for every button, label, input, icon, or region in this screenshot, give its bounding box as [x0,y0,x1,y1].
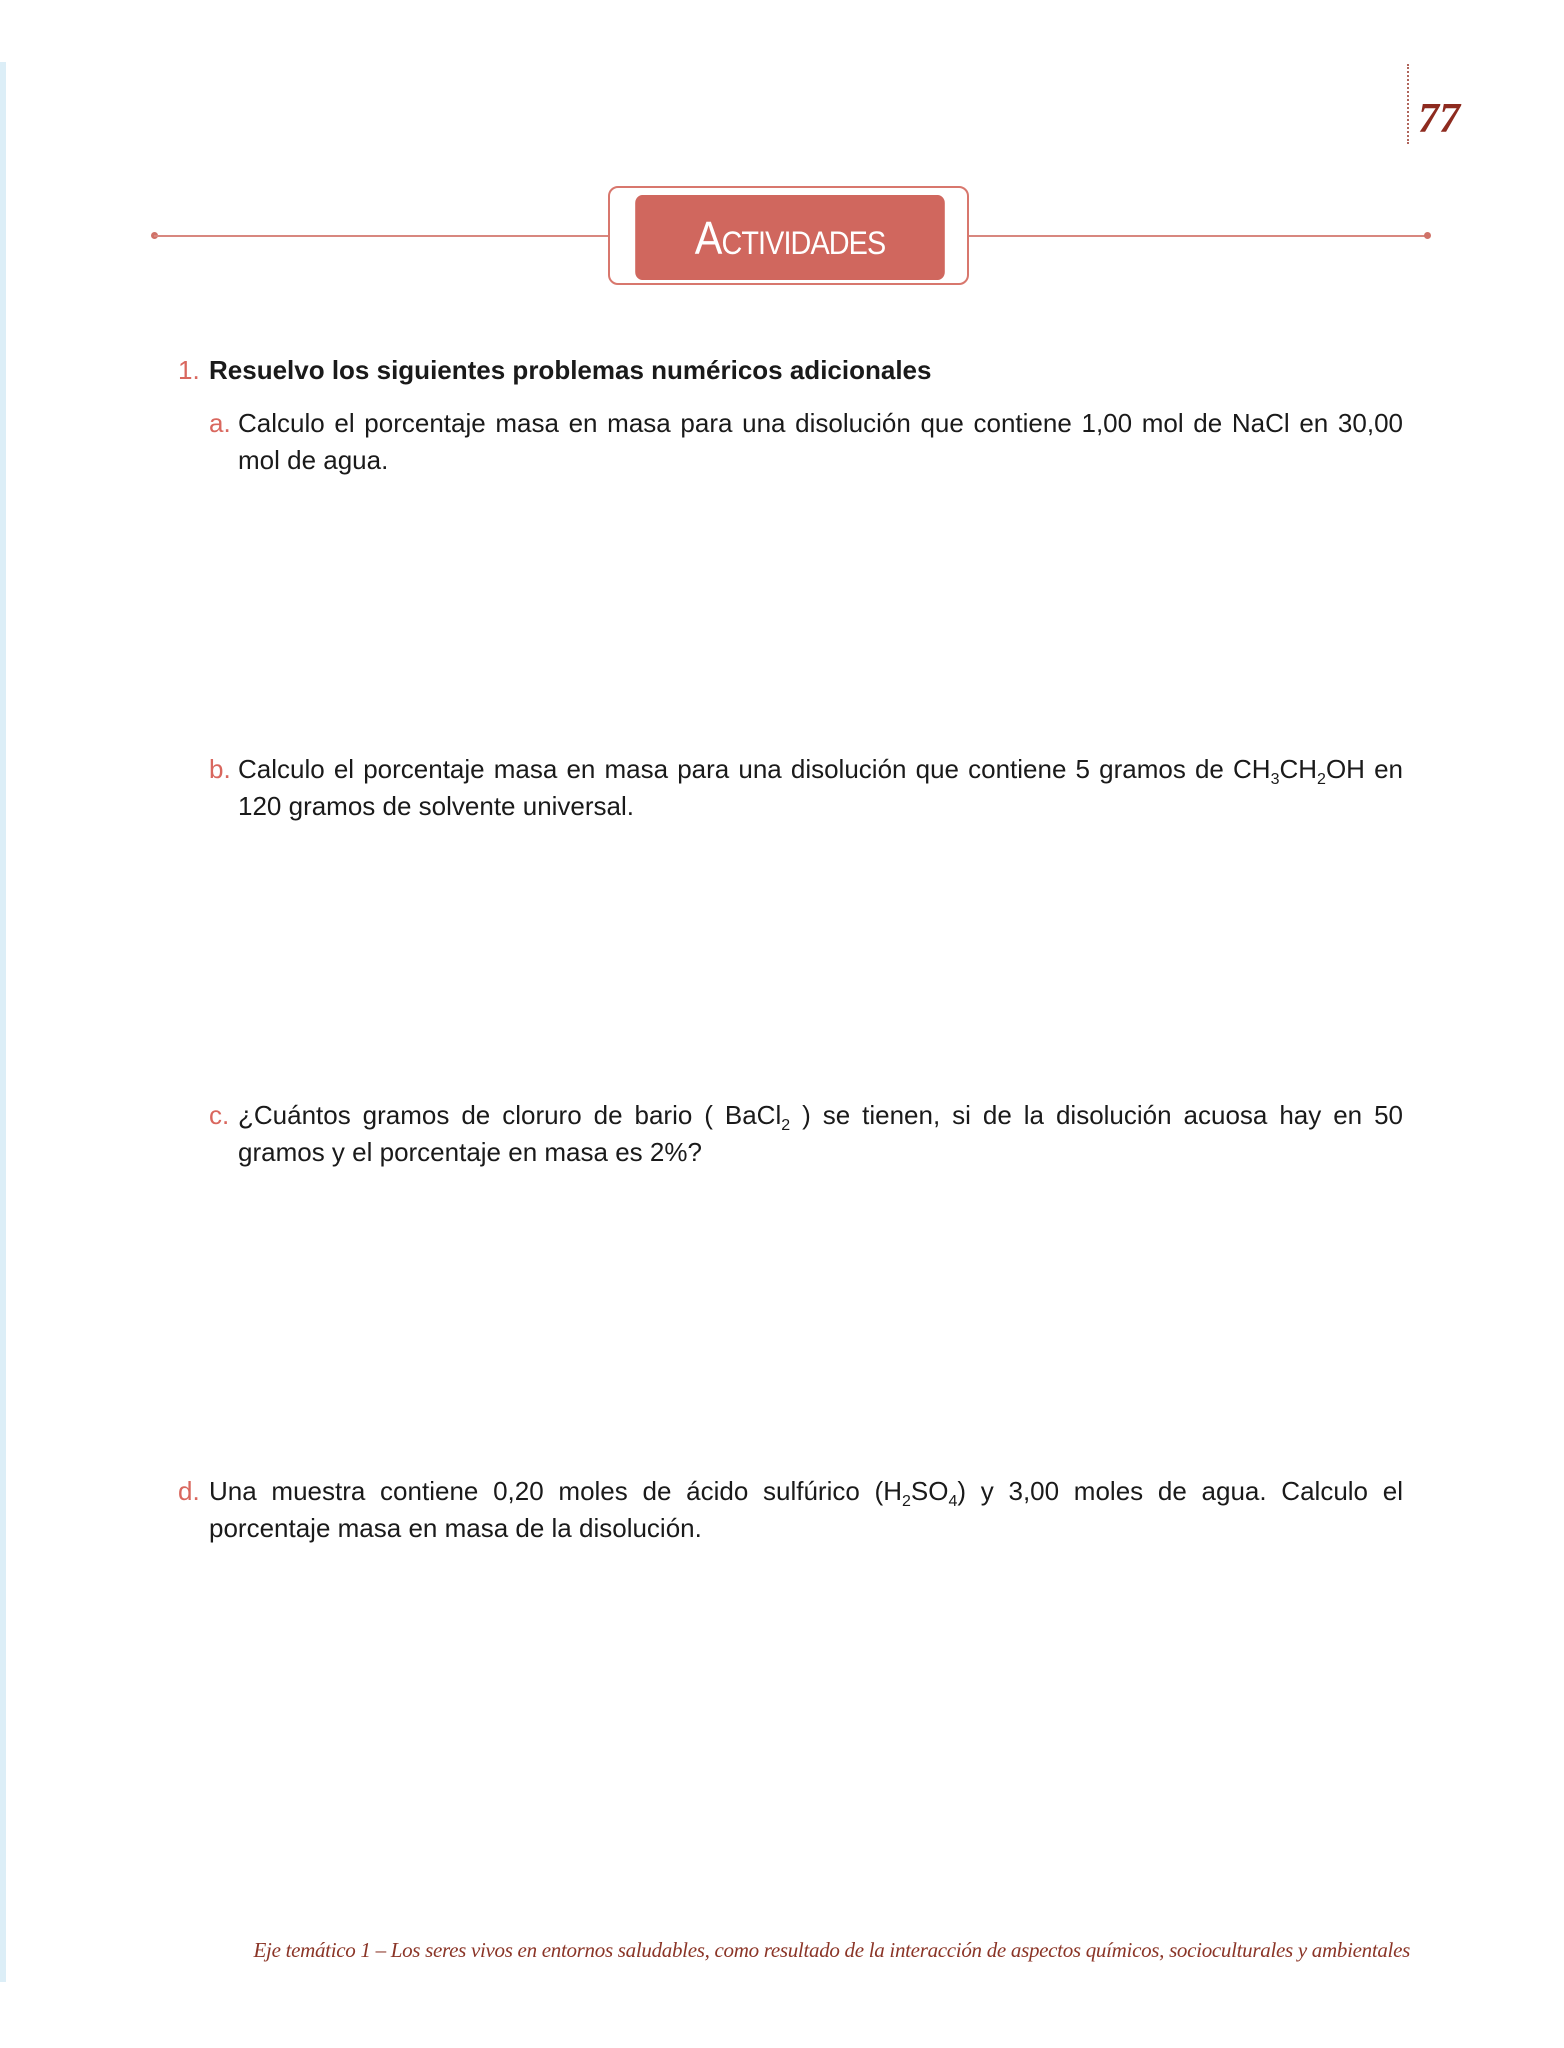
question-text: Calculo el porcentaje masa en masa para una disolución que contiene 1,00 mol de NaCl en 30,00 mol de agua. [238,408,1403,475]
page-number-divider [1407,64,1409,144]
question-label: d. [178,1476,200,1506]
question-label: c. [209,1100,230,1130]
footer-caption: Eje temático 1 – Los seres vivos en entornos saludables, como resultado de la interacción de aspectos químicos, socioculturales y ambientales [253,1938,1410,1962]
question-a [209,405,1403,479]
question-label: b. [209,754,231,784]
header-line-dot-right [1424,232,1431,239]
activity-number: 1. [178,355,200,385]
question-text: Una muestra contiene 0,20 moles de ácido sulfúrico $(H_2SO_4)$ y 3,00 moles de agua. Calculo el porcentaje masa en masa de la disolución. [209,1476,1403,1543]
activity-title: Resuelvo los siguientes problemas numéricos adicionales [209,355,932,385]
page-number: 77 [1418,96,1460,142]
section-title: Actividades [635,195,945,280]
header-line-right [968,235,1427,237]
question-text: ¿Cuántos gramos de cloruro de bario ( BaCl$_2$ ) se tienen, si de la disolución acuosa hay en 50 gramos y el porcentaje en masa es 2%? [238,1100,1403,1167]
question-c [209,1097,1403,1171]
question-d [178,1473,1403,1547]
activity-heading [178,352,931,389]
question-label: a. [209,408,231,438]
question-b [209,751,1403,825]
header-line-left [154,235,610,237]
question-text: Calculo el porcentaje masa en masa para una disolución que contiene 5 gramos de $CH_3CH_2OH$ en 120 gramos de solvente universal. [238,754,1403,821]
page-edge-strip [0,62,6,1982]
